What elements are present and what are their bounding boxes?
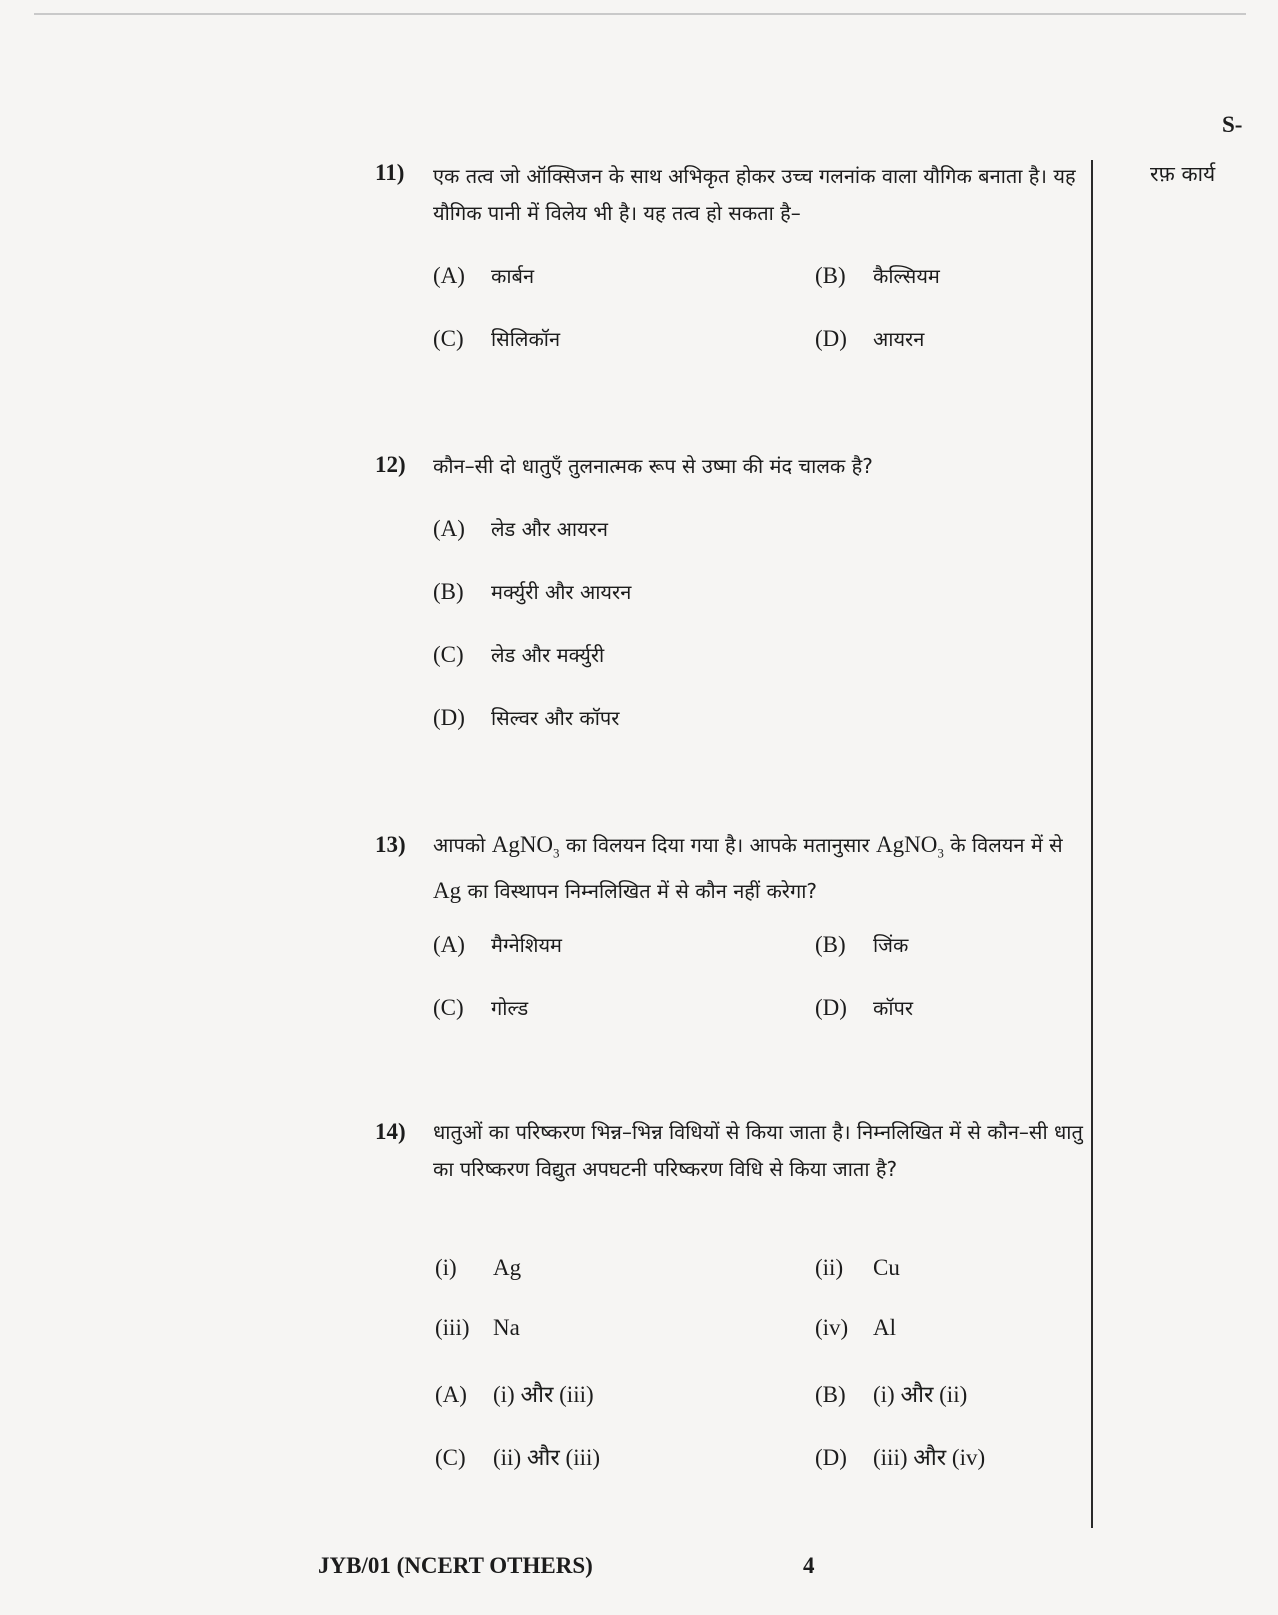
option-label: (C) — [433, 326, 464, 351]
option-label: (B) — [433, 579, 464, 604]
option-text: मर्क्युरी और आयरन — [491, 580, 632, 604]
item-i — [435, 1255, 521, 1281]
option-d[interactable] — [815, 1440, 985, 1472]
option-a[interactable] — [433, 931, 562, 958]
option-c[interactable] — [435, 1440, 600, 1472]
option-label: (C) — [435, 1445, 466, 1470]
option-b[interactable] — [815, 931, 908, 958]
question-text-part: का विलयन दिया गया है। आपके मतानुसार — [565, 833, 870, 857]
option-d[interactable] — [433, 704, 619, 731]
item-label: (iv) — [815, 1315, 849, 1340]
question-number: 14) — [375, 1119, 406, 1144]
option-c[interactable] — [433, 994, 528, 1021]
question-number: 13) — [375, 832, 406, 857]
option-label: (A) — [435, 1382, 467, 1407]
page-number: 4 — [803, 1553, 815, 1578]
option-text: जिंक — [873, 933, 909, 957]
page-code: S- — [1222, 112, 1243, 137]
option-text: (iii) और (iv) — [873, 1445, 986, 1470]
option-a[interactable] — [433, 515, 608, 542]
question-text — [433, 826, 1093, 910]
option-text: गोल्ड — [491, 996, 529, 1020]
option-text: आयरन — [873, 327, 925, 351]
option-d[interactable] — [815, 325, 924, 352]
option-c[interactable] — [433, 325, 560, 352]
item-iv — [815, 1315, 896, 1341]
option-label: (D) — [433, 705, 465, 730]
option-text: सिलिकॉन — [491, 327, 561, 351]
question-text-part: का विस्थापन निम्नलिखित में से कौन नहीं करेगा? — [467, 878, 818, 903]
item-text: Cu — [873, 1255, 900, 1280]
option-b[interactable] — [815, 1377, 967, 1409]
item-iii — [435, 1315, 520, 1341]
option-label: (C) — [433, 995, 464, 1020]
item-text: Ag — [493, 1255, 522, 1280]
option-label: (D) — [815, 995, 847, 1020]
option-text: कॉपर — [873, 996, 914, 1020]
option-label: (C) — [433, 642, 464, 667]
option-a[interactable] — [433, 262, 534, 289]
question-number: 11) — [375, 160, 405, 185]
chemical-symbol: Ag — [433, 877, 462, 903]
chemical-formula: AgNO$_3$ — [491, 832, 560, 861]
item-label: (iii) — [435, 1315, 470, 1340]
question-text: एक तत्व जो ऑक्सिजन के साथ अभिकृत होकर उच्च गलनांक वाला यौगिक बनाता है। यह यौगिक पानी में विलेय भी है। यह तत्व हो सकता है– — [433, 164, 1076, 225]
option-text: लेड और आयरन — [491, 517, 608, 541]
option-text: (i) और (ii) — [873, 1382, 968, 1407]
option-c[interactable] — [433, 641, 604, 668]
item-ii — [815, 1255, 900, 1281]
option-b[interactable] — [433, 578, 631, 605]
question-text-part: आपको — [433, 833, 486, 857]
option-text: कार्बन — [491, 264, 535, 288]
rough-work-label: रफ़ कार्य — [1150, 162, 1216, 186]
option-label: (A) — [433, 263, 465, 288]
item-label: (i) — [435, 1255, 457, 1280]
option-label: (A) — [433, 932, 465, 957]
top-rule — [34, 13, 1246, 15]
option-d[interactable] — [815, 994, 913, 1021]
item-text: Al — [873, 1315, 896, 1340]
option-label: (A) — [433, 516, 465, 541]
option-text: मैग्नेशियम — [491, 933, 563, 957]
option-a[interactable] — [435, 1377, 594, 1409]
question-text-part: के विलयन में से — [950, 833, 1063, 857]
option-text: (ii) और (iii) — [493, 1445, 601, 1470]
question-number: 12) — [375, 452, 406, 477]
option-text: (i) और (iii) — [493, 1382, 594, 1407]
option-label: (D) — [815, 1445, 847, 1470]
option-label: (B) — [815, 932, 846, 957]
footer-code: JYB/01 (NCERT OTHERS) — [318, 1553, 593, 1578]
option-text: सिल्वर और कॉपर — [491, 706, 620, 730]
chemical-formula: AgNO$_3$ — [876, 832, 944, 861]
item-text: Na — [493, 1315, 520, 1340]
option-text: कैल्सियम — [873, 264, 940, 288]
option-b[interactable] — [815, 262, 940, 289]
option-label: (D) — [815, 326, 847, 351]
option-label: (B) — [815, 263, 846, 288]
option-text: लेड और मर्क्युरी — [491, 643, 605, 667]
question-text: कौन–सी दो धातुएँ तुलनात्मक रूप से उष्मा की मंद चालक है? — [433, 454, 873, 478]
option-label: (B) — [815, 1382, 846, 1407]
question-text: धातुओं का परिष्करण भिन्न–भिन्न विधियों से किया जाता है। निम्नलिखित में से कौन–सी धातु का परिष्करण विद्युत अपघटनी परिष्करण विधि से किया जाता है? — [433, 1120, 1083, 1181]
item-label: (ii) — [815, 1255, 844, 1280]
